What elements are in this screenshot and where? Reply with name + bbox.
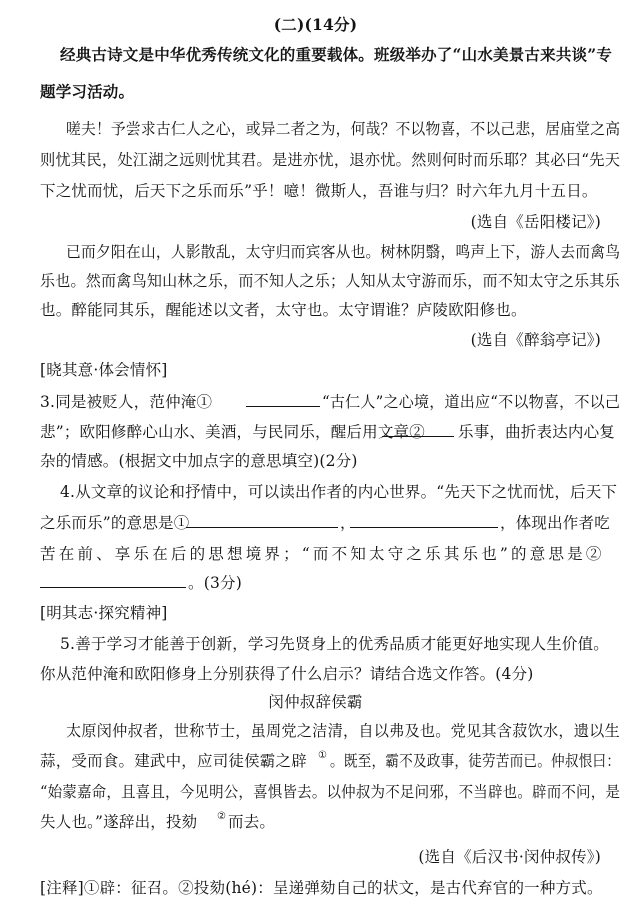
q4-blank-2[interactable] — [40, 573, 186, 588]
q4-blank-1a[interactable] — [186, 513, 338, 528]
q3-blank-1[interactable] — [246, 392, 320, 407]
passage3-title: 闵仲叔辞侯霸 — [268, 693, 363, 711]
q3-blank-2[interactable] — [382, 422, 454, 437]
q4-blank-1b[interactable] — [350, 513, 498, 528]
footnote-marker-2: ② — [217, 811, 227, 822]
footnote-marker-1: ① — [318, 750, 328, 761]
section-header: (二)(14分) — [273, 15, 358, 34]
exam-page: (二)(14分) 经典古诗文是中华优秀传统文化的重要载体。班级举办了“山水美景古来共谈”专 题学习活动。 嗟夫！予尝求古仁人之心，或异二者之为，何哉？不以物喜，不以己悲，居庙堂之高 则忧其民，处江湖之远则忧其君。是进亦忧，退亦忧。然则何时而乐耶？其必曰“先天 下之忧而忧，后天下之乐而乐”乎！噫！微斯人，吾谁与归？时六年九月十五日。 (选自《岳阳楼记》) 已而夕阳在山，人影散乱，太守归而宾客从也。树林阴翳，鸣声上下，游人去而禽鸟 乐也。然而禽鸟知山林之乐，而不知人之乐；人知从太守游而乐，而不知太守之乐其乐 也。醉能同其乐，醒能述以文者，太守也。太守谓谁？庐陵欧阳修也。 (选自《醉翁亭记》) [晓其意·体会情怀] 3.同是被贬人，范仲淹① “古仁人”之心境，道出应“不以物喜，不以己 悲”；欧阳修醉心山水、美酒，与民同乐，醒后用文章② 乐事，曲折表达内心复 杂的情感。(根据文中加点字的意思填空)(2分) 4.从文章的议论和抒情中，可以读出作者的内心世界。“先天下之忧而忧，后天下 之乐而乐”的意思是① ， ，体现出作者吃 苦在前、享乐在后的思想境界；“而不知太守之乐其乐也”的意思是② 。(3分) [明其志·探究精神] 5.善于学习才能善于创新，学习先贤身上的优秀品质才能更好地实现人生价值。 你从范仲淹和欧阳修身上分别获得了什么启示？请结合选文作答。(4分) 闵仲叔辞侯霸 太原闵仲叔者，世称节士，虽周党之洁清，自以弗及也。党见其含菽饮水，遗以生 蒜，受而食。建武中，应司徒侯霸之辟 ① 。既至，霸不及政事，徒劳苦而已。仲叔恨曰： “始蒙嘉命，且喜且，今见明公，喜惧皆去。以仲叔为不足问邪，不当辟也。辟而不问，是 失人也。”遂辞出，投劾 ② 而去。 (选自《后汉书·闵仲叔传》) [注释]①辟：征召。②投劾(hé)：呈递弹劾自己的状文，是古代弃官的一种方式。 — [0, 0, 631, 919]
